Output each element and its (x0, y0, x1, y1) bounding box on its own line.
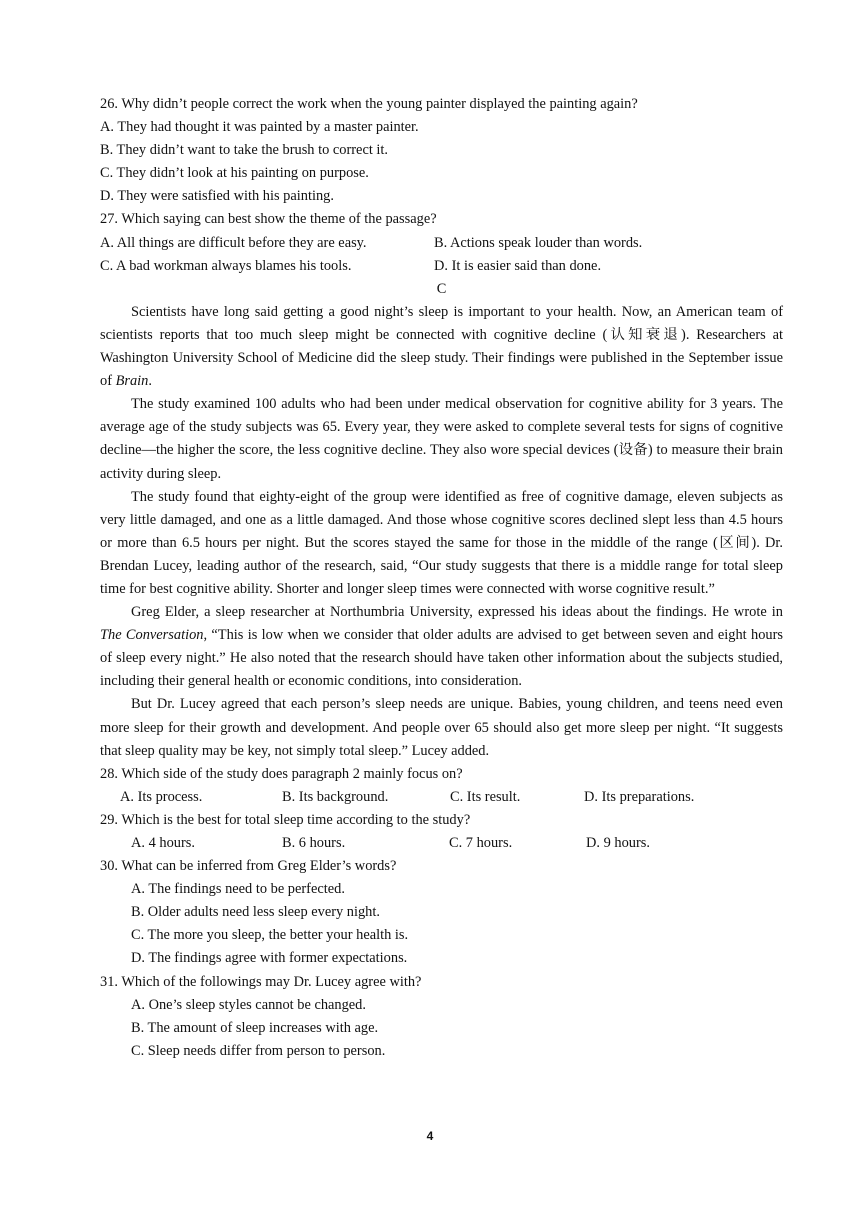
question-31-option-a: A. One’s sleep styles cannot be changed. (131, 996, 366, 1013)
question-30-option-d: D. The findings agree with former expectations. (131, 950, 408, 967)
question-28-option-b: B. Its background. (282, 788, 389, 805)
question-31-option-b: B. The amount of sleep increases with age. (131, 1019, 379, 1036)
question-27-option-b: B. Actions speak louder than words. (434, 234, 643, 251)
question-26-option-a: A. They had thought it was painted by a master painter. (100, 119, 419, 136)
question-28-option-a: A. Its process. (120, 788, 203, 805)
paragraph-1-end: . (148, 373, 152, 390)
question-27-option-a: A. All things are difficult before they are easy. (100, 234, 367, 251)
question-27-options-row-1 (100, 232, 783, 255)
passage-paragraph-2: The study examined 100 adults who had been under medical observation for cognitive ability for 3 years. The average age of the study subjects was 65. Every year, they were asked to complete several tests for signs of cognitive decline—the higher the score, the less cognitive decline. They also wore special devices (设备) to measure their brain activity during sleep. (100, 396, 783, 482)
question-27-stem: 27. Which saying can best show the theme of the passage? (100, 211, 437, 228)
passage-paragraph-1 (100, 301, 783, 393)
paragraph-1-text: Scientists have long said getting a good night’s sleep is important to your health. Now, an American team of scientists reports that too much sleep might be connected with cognitive decline (认知衰退). Researchers at Washington University School of Medicine did the sleep study. Their findings were published in the September issue of (100, 303, 783, 390)
question-30-option-b: B. Older adults need less sleep every night. (131, 904, 380, 921)
passage-paragraph-4 (100, 601, 783, 693)
paragraph-4-text: Greg Elder, a sleep researcher at Northumbria University, expressed his ideas about the findings. He wrote in (131, 604, 783, 621)
question-30-stem: 30. What can be inferred from Greg Elder’s words? (100, 858, 397, 875)
question-31-option-c: C. Sleep needs differ from person to person. (131, 1042, 386, 1059)
journal-title: Brain (115, 373, 149, 390)
question-26-option-c: C. They didn’t look at his painting on purpose. (100, 165, 369, 182)
question-27-option-c: C. A bad workman always blames his tools. (100, 257, 352, 274)
question-29-option-b: B. 6 hours. (282, 835, 346, 851)
question-28-option-d: D. Its preparations. (584, 788, 695, 805)
passage-paragraph-5: But Dr. Lucey agreed that each person’s sleep needs are unique. Babies, young children, and teens need even more sleep for their growth and development. And people over 65 should also get more sleep per night. “It suggests that sleep quality may be key, not simply total sleep.” Lucey added. (100, 696, 783, 759)
question-30-option-a: A. The findings need to be perfected. (131, 881, 345, 898)
question-27-options-row-2 (100, 255, 783, 278)
document-page (100, 93, 783, 1063)
page-number: 4 (426, 1129, 434, 1143)
question-31-stem: 31. Which of the followings may Dr. Lucey agree with? (100, 973, 422, 990)
question-29-option-d: D. 9 hours. (586, 835, 650, 851)
section-label: C (436, 280, 447, 297)
question-29-stem: 29. Which is the best for total sleep time according to the study? (100, 811, 471, 828)
paragraph-4-end: , “This is low when we consider that older adults are advised to get between seven and eight hours of sleep every night.” He also noted that the research should have taken other information about the subjects studied, including their general health or economic conditions, into consideration. (100, 627, 783, 690)
publication-title: The Conversation (100, 627, 204, 644)
question-29-option-a: A. 4 hours. (131, 835, 195, 851)
question-28-options (100, 786, 783, 809)
question-28-stem: 28. Which side of the study does paragraph 2 mainly focus on? (100, 765, 463, 782)
passage-paragraph-3: The study found that eighty-eight of the group were identified as free of cognitive damage, eleven subjects as very little damaged, and one as a little damaged. And those whose cognitive scores declined slept less than 4.5 hours or more than 6.5 hours per night. But the scores stayed the same for those in the middle of the range (区间). Dr. Brendan Lucey, leading author of the research, said, “Our study suggests that there is a middle range for total sleep time for best cognitive ability. Shorter and longer sleep times were connected with worse cognitive result.” (100, 488, 783, 597)
question-26-stem: 26. Why didn’t people correct the work when the young painter displayed the painting again? (100, 96, 638, 112)
question-29-option-c: C. 7 hours. (449, 835, 513, 851)
question-28-option-c: C. Its result. (450, 788, 521, 805)
question-29-options (100, 832, 783, 855)
question-27-option-d: D. It is easier said than done. (434, 257, 602, 274)
question-26-option-d: D. They were satisfied with his painting. (100, 188, 334, 205)
question-26-option-b: B. They didn’t want to take the brush to correct it. (100, 142, 389, 159)
question-30-option-c: C. The more you sleep, the better your health is. (131, 927, 409, 944)
